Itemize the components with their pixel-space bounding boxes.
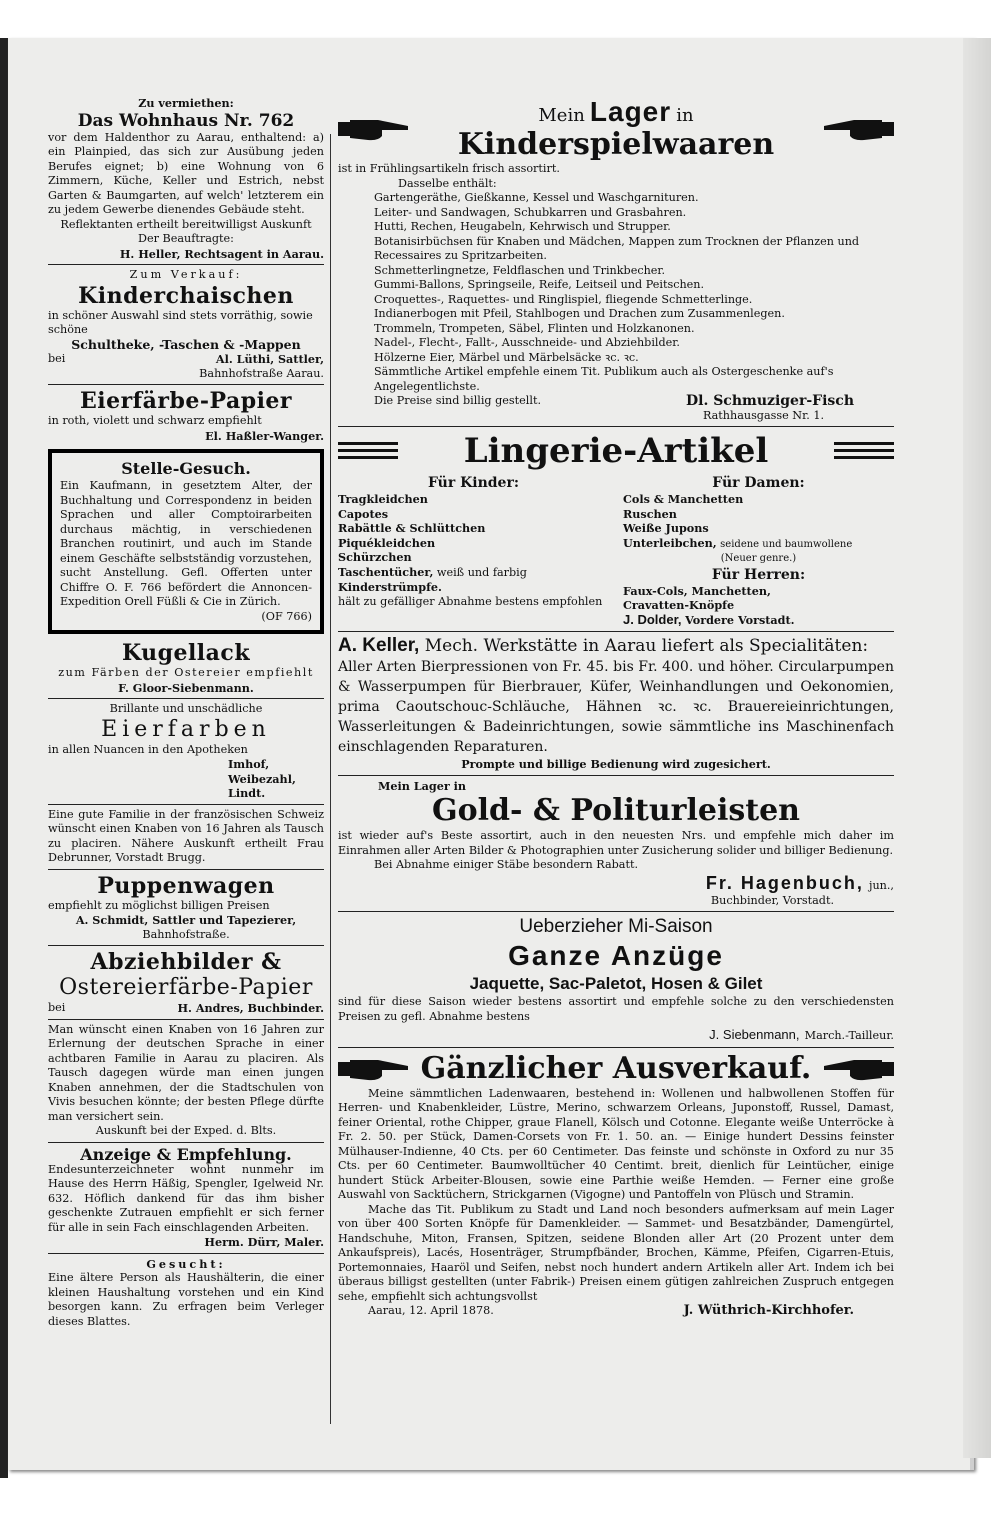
ad-subtitle: Ostereierfärbe-Papier [59, 975, 313, 1000]
ad-body2: Mache das Tit. Publikum zu Stadt und Land noch besonders aufmerksam auf mein Lager von über 400 Sorten Knöpfe für Damenkleider. — Sammet- und Besatzbänder, Damengürtel, Handschuhe, Miton, Fransen, Spitzen, seidene Blonden aller Art (20 Prozent unter dem Ankaufspreis), Lacés, Hosenträger, Strumpfbänder, Brochen, Kämme, Pfeifen, Cigarren-Etuis, Portemonnaies, Haaröl und Seifen, nebst noch hundert andern Artikeln aller Art. Indem ich bei überaus billigst gestellten (unter Fabrik-) Preisen einem gütigen zahlreichen Zuspruch entgegen sehe, empfiehlt sich achtungsvollst [338, 1202, 894, 1303]
ad-signature: J. Siebenmann, [709, 1027, 800, 1042]
list-item: Botanisirbüchsen für Knaben und Mädchen, Mappen zum Trocknen der Pflanzen und Recessaires zu Spritzarbeiten. [374, 234, 860, 262]
list-item: Gummi-Ballons, Springseile, Reife, Leitseil und Peitschen. [374, 278, 705, 291]
ad-bei: bei [48, 352, 66, 365]
ad-body: in schöner Auswahl sind stets vorräthig, sowie schöne [48, 308, 313, 336]
ad-title: Eierfärbe-Papier [79, 388, 293, 414]
ad-line: Reflektanten ertheilt bereitwilligst Auskunft [60, 217, 312, 231]
ad-name: Weibezahl, [228, 771, 296, 786]
ad-foot: hält zu gefälliger Abnahme bestens empfohlen [338, 594, 603, 608]
ad-signature: H. Andres, Buchbinder. [177, 1001, 324, 1015]
ad-siebenmann [338, 915, 894, 1044]
ad-title: Kugellack [121, 640, 251, 666]
divider [338, 1047, 894, 1048]
divider [48, 1142, 324, 1143]
pointing-hand-right-icon [338, 1054, 410, 1084]
list-item: Hölzerne Eier, Märbel und Märbelsäcke ꝛc. ꝛc. [374, 350, 639, 364]
list-item: Sämmtliche Artikel empfehle einem Tit. Publikum auch als Ostergeschenke auf's Angelegentlichste. [374, 365, 834, 393]
ad-address: Buchbinder, Vorstadt. [710, 893, 834, 907]
ad-line: Schultheke, -Taschen & -Mappen [71, 336, 301, 352]
ad-body: vor dem Haldenthor zu Aarau, enthaltend: a) ein Plainpied, das sich zur Ausübung jeden Berufes eignet; b) eine Wohnung von 6 Zimmern, Küche, Keller und Estrich, nebst Garten & Baumgarten, auf welch' letzterem ein zu jedem Gewerbe dienendes Gebäude steht. [48, 130, 324, 216]
newspaper-page [8, 38, 974, 1470]
ad-lager [338, 96, 894, 423]
divider [48, 698, 324, 699]
list-item: Nadel-, Flecht-, Fallt-, Ausschneide- und Abziehbilder. [374, 336, 680, 349]
ad-heading: Zum Verkauf: [129, 268, 243, 281]
right-column [338, 96, 894, 1319]
pointing-hand-left-icon [822, 114, 894, 144]
ad-familie [48, 808, 324, 866]
herren-list [623, 584, 894, 613]
rule-lines-right-icon [834, 440, 894, 462]
ad-foot: Prompte und billige Bedienung wird zugesichert. [461, 757, 771, 771]
col-heading: Für Damen: [712, 475, 805, 491]
list-item: Indianerbogen mit Pfeil, Stahlbogen und Drachen zum Zusammenlegen. [374, 307, 785, 320]
ad-ausverkauf [338, 1051, 894, 1319]
divider [48, 384, 324, 385]
ad-signature: H. Heller, Rechtsagent in Aarau. [119, 246, 324, 261]
ad-body: zum Färben der Ostereier empfiehlt [58, 666, 314, 679]
list-item: Cravatten-Knöpfe [623, 598, 735, 612]
ad-body: in allen Nuancen in den Apotheken [48, 742, 248, 756]
ad-gesucht [48, 1257, 324, 1330]
list-item: Tragkleidchen [338, 492, 428, 506]
ad-title: Gold- & Politurleisten [432, 793, 800, 828]
divider [338, 775, 894, 776]
ad-title: Gesucht: [146, 1256, 226, 1271]
ad-post: in [676, 105, 694, 126]
ad-body: Eine ältere Person als Haushälterin, die einer kleinen Haushaltung vorstehen und ein Kind besorgen kann. Zu erfragen beim Verleger dieses Blattes. [48, 1271, 324, 1328]
list-item: Ruschen [623, 506, 677, 521]
left-column [48, 96, 324, 1329]
ad-body: Man wünscht einen Knaben von 16 Jahren zur Erlernung der deutschen Sprache in einer achtbaren Familie in Aarau zu placiren. Als Tausch dagegen würde man einen jungen Knaben annehmen, der die Stadtschulen von Vivis besuchen könnte; der besten Pflege dürfte man versichert sein. [48, 1022, 324, 1123]
ad-pre: Mein [538, 105, 585, 126]
divider [48, 1253, 324, 1254]
list-note: seidene und baumwollene [720, 538, 853, 550]
ad-body: Endesunterzeichneter wohnt nunmehr im Hause des Herrn Häßig, Spengler, Igelweid Nr. 632. Höflich dankend für das ihm bisher geschenkte Zutrauen empfiehlt er sich ferner für alle in sein Fach einschlagenden Arbeiten. [48, 1162, 324, 1234]
col-heading: Für Herren: [711, 566, 806, 583]
ad-stelle-gesuch [48, 449, 324, 634]
ad-title: Kinderspielwaaren [457, 127, 775, 162]
divider [48, 264, 324, 265]
ad-title: Abziehbilder & [90, 949, 282, 975]
damen-list [623, 492, 894, 536]
ad-signature: El. Haßler-Wanger. [205, 428, 324, 443]
ad-kugellack [48, 640, 324, 695]
divider [48, 869, 324, 870]
ad-lingerie [338, 431, 894, 628]
list-item: Unterleibchen, [623, 535, 717, 550]
ad-name: A. Keller, [338, 635, 420, 656]
list-item: Hutti, Rechen, Heugabeln, Kehrwisch und Strupper. [374, 220, 671, 233]
list-item: Gartengeräthe, Gießkanne, Kessel und Waschgarnituren. [374, 191, 699, 204]
ad-title: Puppenwagen [97, 872, 275, 899]
list-item: Piquékleidchen [338, 535, 436, 550]
ad-address: Rathhausgasse Nr. 1. [702, 408, 824, 422]
list-item: Schürzchen [338, 550, 412, 564]
ad-signature: Herm. Dürr, Maler. [204, 1235, 324, 1249]
ad-wohnhaus [48, 96, 324, 261]
ad-title: Kinderchaischen [78, 282, 294, 309]
item-list [338, 191, 894, 394]
ad-address: Vordere Vorstadt. [685, 612, 795, 627]
list-item: Leiter- und Sandwagen, Schubkarren und Grasbahren. [374, 205, 687, 219]
divider [48, 945, 324, 946]
list-item: Taschentücher, [338, 564, 434, 579]
pointing-hand-left-icon [822, 1054, 894, 1084]
list-item: Capotes [338, 506, 389, 521]
ad-suffix: jun., [869, 878, 894, 892]
divider [48, 1019, 324, 1020]
ad-rabatt: Bei Abnahme einiger Stäbe besondern Rabatt. [374, 858, 639, 871]
ad-title: Eierfarben [101, 716, 271, 742]
ad-signature: Al. Lüthi, Sattler, [215, 352, 324, 366]
list-item: Weiße Jupons [623, 521, 709, 535]
ad-line: Der Beauftragte: [138, 232, 234, 245]
ad-role: March.-Tailleur. [804, 1029, 894, 1042]
ad-title: Stelle-Gesuch. [121, 459, 251, 478]
ad-body: ist wieder auf's Beste assortirt, auch in den neuesten Nrs. und empfehle mich daher im Einrahmen aller Arten Bilder & Photographien unter Zusicherung solider und billiger Bedienung. [338, 829, 894, 857]
divider [338, 911, 894, 912]
ad-pre: Mein Lager in [378, 778, 467, 793]
list-item: Kinderstrümpfe. [338, 580, 442, 594]
ad-body: in roth, violett und schwarz empfiehlt [48, 414, 262, 427]
ad-address: Bahnhofstraße Aarau. [199, 366, 324, 380]
divider [48, 804, 324, 805]
col-heading: Für Kinder: [427, 475, 520, 491]
ad-intro: ist in Frühlingsartikeln frisch assortirt. [338, 162, 560, 175]
ad-puppenwagen [48, 873, 324, 943]
ad-title3: Jaquette, Sac-Paletot, Hosen & Gilet [469, 974, 763, 993]
ad-body: Meine sämmtlichen Ladenwaaren, bestehend in: Wollenen und halbwollenen Stoffen für Herren- und Knabenkleider, Lüstre, Merino, schwarzem Orleans, Juponstoff, Russel, Damast, feiner Oriental, rothe Chipper, graue Flanell, Kölsch und Cotonne. Elegante weiße Unterröcke à Fr. 2. 50. per Stück, Damen-Corsets von Fr. 1. 50. an. — Einige hundert Dessins feinster Mülhauser-Indienne, 40 Cts. per 60 Centimeter. Das feinste und schönste in Oxford zu nur 35 Cts. per 60 Centimeter. Baumwolltücher 40 Centimt. breit, dienlich für Leintücher, einige hundert Stück Arbeiter-Blousen, sowie eine Parthie weiße Hemden. — Ferner eine große Auswahl von Sacktüchern, Strickgarnen (Vigogne) und Pantoffeln von Plüsch und Stramin. [338, 1086, 894, 1201]
ad-eierfarben [48, 702, 324, 801]
list-note: (Neuer genre.) [720, 553, 797, 564]
ad-anzeige [48, 1146, 324, 1250]
ad-signature: Auskunft bei der Exped. d. Blts. [95, 1124, 277, 1137]
ad-price: Die Preise sind billig gestellt. [374, 394, 541, 407]
ad-name: Lindt. [228, 786, 266, 800]
divider [338, 631, 894, 632]
ad-pre: Brillante und unschädliche [109, 702, 263, 715]
ad-title: Gänzlicher Ausverkauf. [420, 1050, 812, 1086]
ad-title-big: Lager [589, 96, 672, 127]
ad-body: empfiehlt zu möglichst billigen Preisen [48, 898, 270, 912]
ad-signature: Dl. Schmuziger-Fisch [685, 393, 854, 409]
list-item: Faux-Cols, Manchetten, [623, 583, 771, 598]
ad-signature: Fr. Hagenbuch, [705, 872, 864, 893]
ad-kinderchaischen [48, 268, 324, 381]
ad-body: Eine gute Familie in der französischen Schweiz wünscht einen Knaben von 16 Jahren als Tausch zu placiren. Nähere Auskunft ertheilt Frau Debrunner, Vorstadt Brugg. [48, 807, 324, 864]
ad-eierfaerbe [48, 388, 324, 443]
ad-title: Lingerie-Artikel [463, 431, 769, 471]
ad-knaben [48, 1023, 324, 1139]
list-note: weiß und farbig [436, 565, 527, 579]
ad-place: Aarau, 12. April 1878. [368, 1304, 494, 1317]
ad-title2: Ganze Anzüge [508, 940, 724, 971]
page-edge [963, 38, 991, 1458]
rule-lines-left-icon [338, 440, 398, 462]
ad-signature: A. Schmidt, Sattler und Tapezierer, [75, 913, 297, 927]
ad-gold [338, 779, 894, 909]
ad-body: Ein Kaufmann, in gesetztem Alter, der Buchhaltung und Correspondenz in beiden Sprachen und aller Comptoirarbeiten durchaus mächtig, in verschiedenen Branchen routinirt, und auch im Stande einem Geschäfte selbstständig vorzustehen, sucht Anstellung. Gefl. Offerten unter Chiffre O. F. 766 befördert die Annoncen-Expedition Orell Füßli & Cie in Zürich. [60, 479, 312, 608]
page-left-edge [0, 38, 8, 1478]
ad-title: Das Wohnhaus Nr. 762 [77, 110, 295, 131]
divider [338, 426, 894, 427]
ad-abziehbilder [48, 949, 324, 1016]
ad-signature: J. Dolder, [623, 611, 682, 627]
list-item: Schmetterlingnetze, Feldflaschen und Trinkbecher. [374, 263, 666, 277]
ad-bei: bei [48, 1001, 66, 1014]
kinder-list [338, 492, 609, 565]
list-item: Trommeln, Trompeten, Säbel, Flinten und Holzkanonen. [374, 321, 695, 335]
list-item: Rabättle & Schlüttchen [338, 521, 486, 535]
ad-name: Imhof, [228, 757, 270, 771]
list-item: Croquettes-, Raquettes- und Ringlispiel, fliegende Schmetterlinge. [374, 292, 753, 306]
ad-body: sind für diese Saison wieder bestens assortirt und empfehle solche zu den verschiedensten Preisen zu gefl. Abnahme bestens [338, 995, 894, 1023]
ad-title1: Ueberzieher Mi-Saison [519, 916, 713, 937]
ad-signature: J. Wüthrich-Kirchhofer. [683, 1303, 854, 1318]
ad-sub: Dasselbe enthält: [398, 176, 497, 190]
ad-heading: Zu vermiethen: [138, 96, 234, 110]
ad-title: Anzeige & Empfehlung. [80, 1144, 292, 1164]
pointing-hand-right-icon [338, 114, 410, 144]
ad-ref: (OF 766) [261, 609, 312, 623]
ad-body: Aller Arten Bierpressionen von Fr. 45. bis Fr. 400. und höher. Circularpumpen & Wasserpumpen für Bierbrauer, Küfer, Weinhandlungen und Oekonomien, prima Caoutschouc-Schläuche, Hähnen ꝛc. ꝛc. Brauereieinrichtungen, Wasserleitungen & Badeinrichtungen, sowie sämmtliche ins Maschinenfach einschlagenden Reparaturen. [338, 659, 894, 755]
ad-signature: F. Gloor-Siebenmann. [118, 680, 254, 695]
ad-address: Bahnhofstraße. [142, 927, 230, 941]
column-divider [330, 134, 331, 1424]
ad-keller [338, 635, 894, 772]
list-item: Cols & Manchetten [623, 492, 744, 506]
ad-headline: Mech. Werkstätte in Aarau liefert als Specialitäten: [424, 636, 869, 656]
